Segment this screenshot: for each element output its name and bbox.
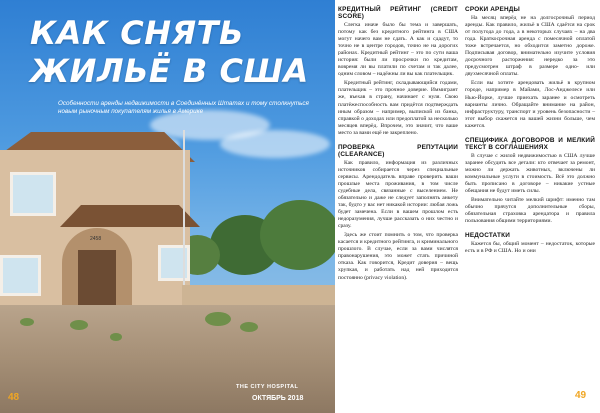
section-title-contracts: СПЕЦИФИКА ДОГОВОРОВ И МЕЛКИЙ ТЕКСТ В СОГЛАШЕНИЯХ xyxy=(465,136,595,151)
text-column-1 xyxy=(338,6,458,284)
section-title-lease-terms: СРОКИ АРЕНДЫ xyxy=(465,6,520,13)
paragraph: Внимательно читайте мелкий шрифт: именно там обычно прячутся дополнительные сборы, обязательная страховка арендатора и правила пользования общими территориями. xyxy=(465,197,595,225)
section-title-clearance: ПРОВЕРКА РЕПУТАЦИИ (CLEARANCE) xyxy=(338,143,458,158)
house-number: 2458 xyxy=(90,236,102,242)
page-number-left: 48 xyxy=(8,392,20,403)
article-headline xyxy=(30,14,320,90)
front-door xyxy=(78,250,116,313)
footer-date: ОКТЯБРЬ 2018 xyxy=(252,395,304,402)
paragraph: Слегка иначе было бы тема и завершать, потому как без кредитного рейтинга в США могут начего вам не сдать. А как и сдадут, то точно не в центре городов, точно не на дорогих районах. Кредитный рейтинг – это по сути ваша история: были ли просрочки по кредитам, вовремя ли вы платили по счетам и так далее, одним словом – надёжны ли вы как плательщик. xyxy=(338,22,458,78)
footer-brand: THE CITY HOSPITAL xyxy=(236,384,299,390)
window xyxy=(0,255,41,296)
section-title-drawbacks: НЕДОСТАТКИ xyxy=(465,232,511,240)
section-title-credit-score: КРЕДИТНЫЙ РЕЙТИНГ (CREDIT SCORE) xyxy=(338,6,458,20)
headline-line-2: ЖИЛЬЁ В США xyxy=(30,52,309,90)
headline-line-1: КАК СНЯТЬ xyxy=(30,14,244,52)
paragraph: Кредитный рейтинг, складывающийся годами, плательщик – это прочное доверие. Иммигрант же, въехав в страну, начинает с нуля. Свою платёжеспособность вам придётся подтверждать иным образом – например, выпиской из банка, справкой о доходах или предоплатой за несколько месяцев вперёд. Впрочем, это значит, что ваше место за вами ещё не закреплено. xyxy=(338,80,458,136)
flag-pole xyxy=(183,130,185,310)
window xyxy=(10,172,56,216)
paragraph: Как правило, информация из различных источников собирается через специальные сервисы. Арендодатель вправе проверить ваши прошлые места проживания, в том числе судебные дела, связанные с выселением. Не обязательно и даже не следует заполнять анкету так, будто у вас нет никакой истории: любая ложь будет замечена. Если в вашем прошлом есть недоразумения, лучше рассказать о них честно и сразу. xyxy=(338,159,458,230)
porch-roof xyxy=(60,205,200,227)
paragraph: Кажется бы, общий момент – недостаток, которые есть и в РФ и США. Но и они xyxy=(465,241,595,255)
text-column-2 xyxy=(465,6,595,257)
page-number-right: 49 xyxy=(575,390,587,401)
article-lead: Особенности аренды недвижимости в Соединённых Штатах и тому столкнуться новым рыночным покупателям жилья в Америке xyxy=(58,100,309,115)
paragraph: На месяц вперёд не на долгосрочный период аренды. Как правило, жильё в США сдаётся на срок от полугода до года, а в некоторых случаях – на два года. Краткосрочная аренда с помесячной оплатой тоже встречается, но обходится заметно дороже. Подписывая договор, внимательно изучите условия досрочного расторжения: нередко за это предусмотрен штраф в размере одно- или двухмесячной оплаты. xyxy=(465,15,595,78)
paragraph: Здесь же стоит помнить о том, что проверка касается и кредитного рейтинга, и криминального прошлого. В случае, если за вами числятся правонарушения, это может стать причиной отказа. Как говорится, Кредит доверия – вещь хрупкая, и работать над ней приходится постоянно (privacy violation). xyxy=(338,232,458,281)
paragraph: Если вы хотите арендовать жильё в крупном городе, например в Майами, Лос-Анджелесе или Нью-Йорке, лучше приехать заранее и осмотреть варианты лично. Обращайте внимание на район, инфраструктуру, транспорт и уровень безопасности – этот выбор скажется на вашей жизни больше, чем кажется. xyxy=(465,80,595,129)
window xyxy=(158,245,190,281)
paragraph: В случае с жилой недвижимостью в США лучше заранее обсудить все детали: кто отвечает за ремонт, можно ли держать животных, включены ли коммунальные услуги в стоимость. Всё это должно быть прописано в договоре – никакие устные обещания не будут иметь силы. xyxy=(465,152,595,194)
